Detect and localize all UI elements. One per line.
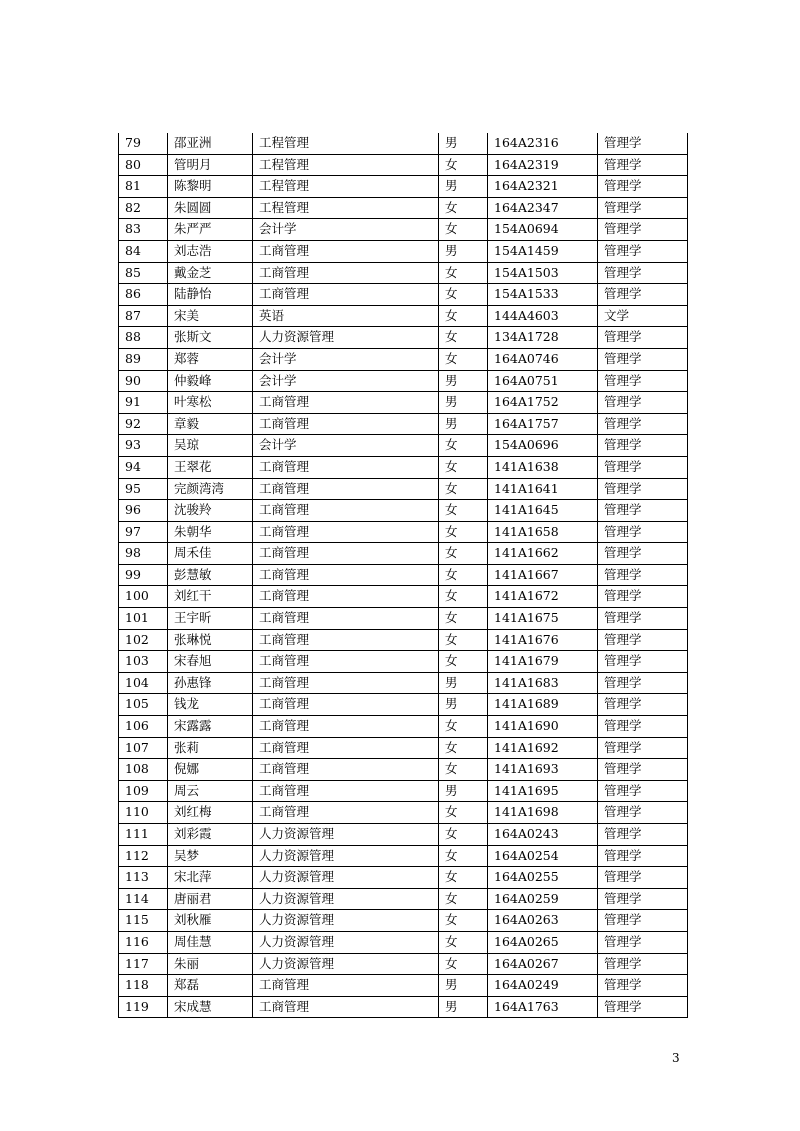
degree-field-cell: 管理学 <box>598 910 688 932</box>
student-name-cell: 钱龙 <box>168 694 253 716</box>
gender-cell: 女 <box>439 888 488 910</box>
table-row <box>119 262 688 284</box>
table-row <box>119 716 688 738</box>
student-name-cell: 朱圆圆 <box>168 197 253 219</box>
table-row <box>119 370 688 392</box>
student-name-cell: 郑蓉 <box>168 348 253 370</box>
row-number-cell: 102 <box>119 629 168 651</box>
gender-cell: 女 <box>439 154 488 176</box>
row-number-cell: 107 <box>119 737 168 759</box>
major-cell: 人力资源管理 <box>253 327 439 349</box>
degree-field-cell: 管理学 <box>598 802 688 824</box>
student-id-cell: 164A0267 <box>488 953 598 975</box>
major-cell: 工商管理 <box>253 564 439 586</box>
major-cell: 会计学 <box>253 370 439 392</box>
major-cell: 工商管理 <box>253 975 439 997</box>
gender-cell: 女 <box>439 564 488 586</box>
degree-field-cell: 管理学 <box>598 694 688 716</box>
major-cell: 工商管理 <box>253 996 439 1018</box>
major-cell: 工商管理 <box>253 694 439 716</box>
student-name-cell: 管明月 <box>168 154 253 176</box>
student-name-cell: 吴梦 <box>168 845 253 867</box>
degree-field-cell: 管理学 <box>598 327 688 349</box>
student-id-cell: 164A0751 <box>488 370 598 392</box>
degree-field-cell: 文学 <box>598 305 688 327</box>
table-row <box>119 392 688 414</box>
gender-cell: 女 <box>439 586 488 608</box>
student-name-cell: 孙惠锋 <box>168 672 253 694</box>
student-id-cell: 141A1658 <box>488 521 598 543</box>
row-number-cell: 112 <box>119 845 168 867</box>
row-number-cell: 88 <box>119 327 168 349</box>
gender-cell: 女 <box>439 521 488 543</box>
table-row <box>119 176 688 198</box>
student-id-cell: 164A0746 <box>488 348 598 370</box>
degree-field-cell: 管理学 <box>598 543 688 565</box>
row-number-cell: 86 <box>119 284 168 306</box>
student-id-cell: 164A0259 <box>488 888 598 910</box>
degree-field-cell: 管理学 <box>598 564 688 586</box>
student-name-cell: 刘志浩 <box>168 240 253 262</box>
major-cell: 工商管理 <box>253 240 439 262</box>
row-number-cell: 106 <box>119 716 168 738</box>
student-name-cell: 章毅 <box>168 413 253 435</box>
table-row <box>119 802 688 824</box>
row-number-cell: 97 <box>119 521 168 543</box>
table-row <box>119 197 688 219</box>
student-id-cell: 164A1757 <box>488 413 598 435</box>
row-number-cell: 93 <box>119 435 168 457</box>
degree-field-cell: 管理学 <box>598 435 688 457</box>
major-cell: 工程管理 <box>253 133 439 154</box>
degree-field-cell: 管理学 <box>598 392 688 414</box>
degree-field-cell: 管理学 <box>598 133 688 154</box>
student-id-cell: 164A0249 <box>488 975 598 997</box>
major-cell: 工程管理 <box>253 197 439 219</box>
row-number-cell: 114 <box>119 888 168 910</box>
gender-cell: 男 <box>439 392 488 414</box>
table-row <box>119 975 688 997</box>
major-cell: 会计学 <box>253 435 439 457</box>
student-id-cell: 141A1667 <box>488 564 598 586</box>
table-row <box>119 543 688 565</box>
table-row <box>119 219 688 241</box>
gender-cell: 女 <box>439 219 488 241</box>
gender-cell: 女 <box>439 500 488 522</box>
table-row <box>119 564 688 586</box>
degree-field-cell: 管理学 <box>598 996 688 1018</box>
gender-cell: 女 <box>439 867 488 889</box>
student-name-cell: 张斯文 <box>168 327 253 349</box>
student-id-cell: 141A1638 <box>488 456 598 478</box>
student-id-cell: 141A1692 <box>488 737 598 759</box>
student-id-cell: 141A1641 <box>488 478 598 500</box>
major-cell: 工商管理 <box>253 500 439 522</box>
student-name-cell: 刘秋雁 <box>168 910 253 932</box>
degree-field-cell: 管理学 <box>598 651 688 673</box>
student-id-cell: 141A1672 <box>488 586 598 608</box>
student-id-cell: 164A1763 <box>488 996 598 1018</box>
major-cell: 人力资源管理 <box>253 888 439 910</box>
major-cell: 工商管理 <box>253 759 439 781</box>
gender-cell: 女 <box>439 262 488 284</box>
major-cell: 工商管理 <box>253 284 439 306</box>
student-id-cell: 164A2321 <box>488 176 598 198</box>
student-name-cell: 宋春旭 <box>168 651 253 673</box>
student-name-cell: 邵亚洲 <box>168 133 253 154</box>
table-row <box>119 413 688 435</box>
row-number-cell: 94 <box>119 456 168 478</box>
row-number-cell: 101 <box>119 608 168 630</box>
gender-cell: 女 <box>439 953 488 975</box>
major-cell: 人力资源管理 <box>253 910 439 932</box>
student-id-cell: 164A2316 <box>488 133 598 154</box>
major-cell: 工商管理 <box>253 672 439 694</box>
gender-cell: 男 <box>439 975 488 997</box>
major-cell: 工商管理 <box>253 413 439 435</box>
gender-cell: 男 <box>439 413 488 435</box>
student-name-cell: 刘彩霞 <box>168 824 253 846</box>
major-cell: 工商管理 <box>253 521 439 543</box>
gender-cell: 男 <box>439 780 488 802</box>
major-cell: 英语 <box>253 305 439 327</box>
table-row <box>119 996 688 1018</box>
table-row <box>119 133 688 154</box>
student-name-cell: 周云 <box>168 780 253 802</box>
gender-cell: 女 <box>439 759 488 781</box>
student-id-cell: 164A0255 <box>488 867 598 889</box>
row-number-cell: 80 <box>119 154 168 176</box>
degree-field-cell: 管理学 <box>598 737 688 759</box>
student-id-cell: 154A0696 <box>488 435 598 457</box>
gender-cell: 女 <box>439 910 488 932</box>
degree-field-cell: 管理学 <box>598 240 688 262</box>
row-number-cell: 108 <box>119 759 168 781</box>
table-row <box>119 154 688 176</box>
student-id-cell: 141A1698 <box>488 802 598 824</box>
degree-field-cell: 管理学 <box>598 521 688 543</box>
row-number-cell: 116 <box>119 931 168 953</box>
student-name-cell: 完颜湾湾 <box>168 478 253 500</box>
gender-cell: 男 <box>439 133 488 154</box>
degree-field-cell: 管理学 <box>598 953 688 975</box>
row-number-cell: 79 <box>119 133 168 154</box>
degree-field-cell: 管理学 <box>598 176 688 198</box>
major-cell: 人力资源管理 <box>253 931 439 953</box>
student-id-cell: 164A2347 <box>488 197 598 219</box>
degree-field-cell: 管理学 <box>598 197 688 219</box>
table-row <box>119 953 688 975</box>
row-number-cell: 119 <box>119 996 168 1018</box>
student-name-cell: 郑磊 <box>168 975 253 997</box>
student-id-cell: 141A1645 <box>488 500 598 522</box>
degree-field-cell: 管理学 <box>598 845 688 867</box>
degree-field-cell: 管理学 <box>598 413 688 435</box>
table-row <box>119 629 688 651</box>
degree-field-cell: 管理学 <box>598 478 688 500</box>
row-number-cell: 84 <box>119 240 168 262</box>
table-row <box>119 305 688 327</box>
row-number-cell: 110 <box>119 802 168 824</box>
table-row <box>119 478 688 500</box>
degree-field-cell: 管理学 <box>598 219 688 241</box>
student-name-cell: 陆静怡 <box>168 284 253 306</box>
student-name-cell: 宋北萍 <box>168 867 253 889</box>
table-row <box>119 521 688 543</box>
degree-field-cell: 管理学 <box>598 370 688 392</box>
table-row <box>119 672 688 694</box>
roster-body <box>119 133 688 1018</box>
degree-field-cell: 管理学 <box>598 456 688 478</box>
student-name-cell: 宋露露 <box>168 716 253 738</box>
row-number-cell: 99 <box>119 564 168 586</box>
gender-cell: 女 <box>439 629 488 651</box>
student-id-cell: 164A0254 <box>488 845 598 867</box>
gender-cell: 女 <box>439 284 488 306</box>
row-number-cell: 103 <box>119 651 168 673</box>
major-cell: 工程管理 <box>253 154 439 176</box>
major-cell: 会计学 <box>253 348 439 370</box>
student-name-cell: 叶寒松 <box>168 392 253 414</box>
gender-cell: 女 <box>439 456 488 478</box>
student-name-cell: 唐丽君 <box>168 888 253 910</box>
gender-cell: 女 <box>439 824 488 846</box>
major-cell: 会计学 <box>253 219 439 241</box>
gender-cell: 女 <box>439 802 488 824</box>
gender-cell: 男 <box>439 176 488 198</box>
degree-field-cell: 管理学 <box>598 500 688 522</box>
degree-field-cell: 管理学 <box>598 608 688 630</box>
degree-field-cell: 管理学 <box>598 824 688 846</box>
degree-field-cell: 管理学 <box>598 975 688 997</box>
table-row <box>119 888 688 910</box>
student-name-cell: 王宇昕 <box>168 608 253 630</box>
gender-cell: 女 <box>439 305 488 327</box>
table-row <box>119 780 688 802</box>
major-cell: 人力资源管理 <box>253 824 439 846</box>
student-id-cell: 154A1459 <box>488 240 598 262</box>
student-name-cell: 周佳慧 <box>168 931 253 953</box>
gender-cell: 女 <box>439 931 488 953</box>
gender-cell: 女 <box>439 478 488 500</box>
gender-cell: 女 <box>439 716 488 738</box>
major-cell: 工商管理 <box>253 456 439 478</box>
row-number-cell: 85 <box>119 262 168 284</box>
gender-cell: 男 <box>439 672 488 694</box>
gender-cell: 女 <box>439 608 488 630</box>
degree-field-cell: 管理学 <box>598 716 688 738</box>
major-cell: 工商管理 <box>253 629 439 651</box>
gender-cell: 女 <box>439 651 488 673</box>
student-id-cell: 141A1689 <box>488 694 598 716</box>
student-id-cell: 154A1533 <box>488 284 598 306</box>
table-row <box>119 608 688 630</box>
student-id-cell: 164A2319 <box>488 154 598 176</box>
student-name-cell: 周禾佳 <box>168 543 253 565</box>
row-number-cell: 89 <box>119 348 168 370</box>
student-id-cell: 141A1683 <box>488 672 598 694</box>
degree-field-cell: 管理学 <box>598 262 688 284</box>
student-name-cell: 沈骏羚 <box>168 500 253 522</box>
student-name-cell: 戴金芝 <box>168 262 253 284</box>
student-id-cell: 141A1695 <box>488 780 598 802</box>
major-cell: 工商管理 <box>253 651 439 673</box>
degree-field-cell: 管理学 <box>598 348 688 370</box>
student-id-cell: 141A1679 <box>488 651 598 673</box>
table-row <box>119 759 688 781</box>
student-name-cell: 朱严严 <box>168 219 253 241</box>
row-number-cell: 115 <box>119 910 168 932</box>
student-name-cell: 王翠花 <box>168 456 253 478</box>
student-id-cell: 144A4603 <box>488 305 598 327</box>
major-cell: 工程管理 <box>253 176 439 198</box>
student-id-cell: 141A1676 <box>488 629 598 651</box>
major-cell: 人力资源管理 <box>253 845 439 867</box>
student-name-cell: 宋成慧 <box>168 996 253 1018</box>
degree-field-cell: 管理学 <box>598 931 688 953</box>
table-row <box>119 348 688 370</box>
gender-cell: 女 <box>439 197 488 219</box>
student-id-cell: 141A1690 <box>488 716 598 738</box>
gender-cell: 女 <box>439 348 488 370</box>
student-name-cell: 陈黎明 <box>168 176 253 198</box>
major-cell: 工商管理 <box>253 716 439 738</box>
major-cell: 人力资源管理 <box>253 953 439 975</box>
page-number: 3 <box>672 1051 680 1065</box>
student-name-cell: 朱朝华 <box>168 521 253 543</box>
table-row <box>119 435 688 457</box>
table-row <box>119 456 688 478</box>
major-cell: 人力资源管理 <box>253 867 439 889</box>
student-id-cell: 164A0243 <box>488 824 598 846</box>
student-name-cell: 刘红梅 <box>168 802 253 824</box>
row-number-cell: 81 <box>119 176 168 198</box>
gender-cell: 男 <box>439 240 488 262</box>
table-row <box>119 651 688 673</box>
gender-cell: 男 <box>439 694 488 716</box>
student-id-cell: 164A1752 <box>488 392 598 414</box>
table-row <box>119 284 688 306</box>
table-row <box>119 867 688 889</box>
major-cell: 工商管理 <box>253 608 439 630</box>
student-name-cell: 彭慧敏 <box>168 564 253 586</box>
major-cell: 工商管理 <box>253 392 439 414</box>
degree-field-cell: 管理学 <box>598 284 688 306</box>
gender-cell: 女 <box>439 327 488 349</box>
row-number-cell: 95 <box>119 478 168 500</box>
student-id-cell: 164A0263 <box>488 910 598 932</box>
major-cell: 工商管理 <box>253 780 439 802</box>
student-name-cell: 朱丽 <box>168 953 253 975</box>
major-cell: 工商管理 <box>253 478 439 500</box>
row-number-cell: 104 <box>119 672 168 694</box>
gender-cell: 女 <box>439 543 488 565</box>
major-cell: 工商管理 <box>253 586 439 608</box>
table-row <box>119 845 688 867</box>
table-row <box>119 586 688 608</box>
table-row <box>119 500 688 522</box>
student-id-cell: 154A1503 <box>488 262 598 284</box>
row-number-cell: 100 <box>119 586 168 608</box>
row-number-cell: 117 <box>119 953 168 975</box>
student-id-cell: 141A1693 <box>488 759 598 781</box>
row-number-cell: 82 <box>119 197 168 219</box>
gender-cell: 女 <box>439 845 488 867</box>
student-id-cell: 141A1675 <box>488 608 598 630</box>
degree-field-cell: 管理学 <box>598 586 688 608</box>
gender-cell: 女 <box>439 435 488 457</box>
degree-field-cell: 管理学 <box>598 629 688 651</box>
student-id-cell: 141A1662 <box>488 543 598 565</box>
degree-field-cell: 管理学 <box>598 867 688 889</box>
row-number-cell: 98 <box>119 543 168 565</box>
student-id-cell: 154A0694 <box>488 219 598 241</box>
student-id-cell: 164A0265 <box>488 931 598 953</box>
table-row <box>119 931 688 953</box>
gender-cell: 男 <box>439 370 488 392</box>
row-number-cell: 105 <box>119 694 168 716</box>
student-name-cell: 张琳悦 <box>168 629 253 651</box>
major-cell: 工商管理 <box>253 543 439 565</box>
table-row <box>119 240 688 262</box>
major-cell: 工商管理 <box>253 262 439 284</box>
table-row <box>119 910 688 932</box>
row-number-cell: 113 <box>119 867 168 889</box>
row-number-cell: 90 <box>119 370 168 392</box>
row-number-cell: 111 <box>119 824 168 846</box>
row-number-cell: 87 <box>119 305 168 327</box>
table-row <box>119 737 688 759</box>
student-roster-table <box>118 133 688 1018</box>
row-number-cell: 83 <box>119 219 168 241</box>
degree-field-cell: 管理学 <box>598 888 688 910</box>
student-name-cell: 张莉 <box>168 737 253 759</box>
table-row <box>119 327 688 349</box>
student-name-cell: 倪娜 <box>168 759 253 781</box>
row-number-cell: 118 <box>119 975 168 997</box>
major-cell: 工商管理 <box>253 802 439 824</box>
student-name-cell: 仲毅峰 <box>168 370 253 392</box>
table-row <box>119 824 688 846</box>
degree-field-cell: 管理学 <box>598 759 688 781</box>
row-number-cell: 96 <box>119 500 168 522</box>
student-name-cell: 刘红干 <box>168 586 253 608</box>
student-name-cell: 宋美 <box>168 305 253 327</box>
major-cell: 工商管理 <box>253 737 439 759</box>
degree-field-cell: 管理学 <box>598 672 688 694</box>
row-number-cell: 91 <box>119 392 168 414</box>
degree-field-cell: 管理学 <box>598 780 688 802</box>
table-row <box>119 694 688 716</box>
row-number-cell: 92 <box>119 413 168 435</box>
degree-field-cell: 管理学 <box>598 154 688 176</box>
row-number-cell: 109 <box>119 780 168 802</box>
gender-cell: 女 <box>439 737 488 759</box>
gender-cell: 男 <box>439 996 488 1018</box>
student-id-cell: 134A1728 <box>488 327 598 349</box>
student-name-cell: 吴琼 <box>168 435 253 457</box>
